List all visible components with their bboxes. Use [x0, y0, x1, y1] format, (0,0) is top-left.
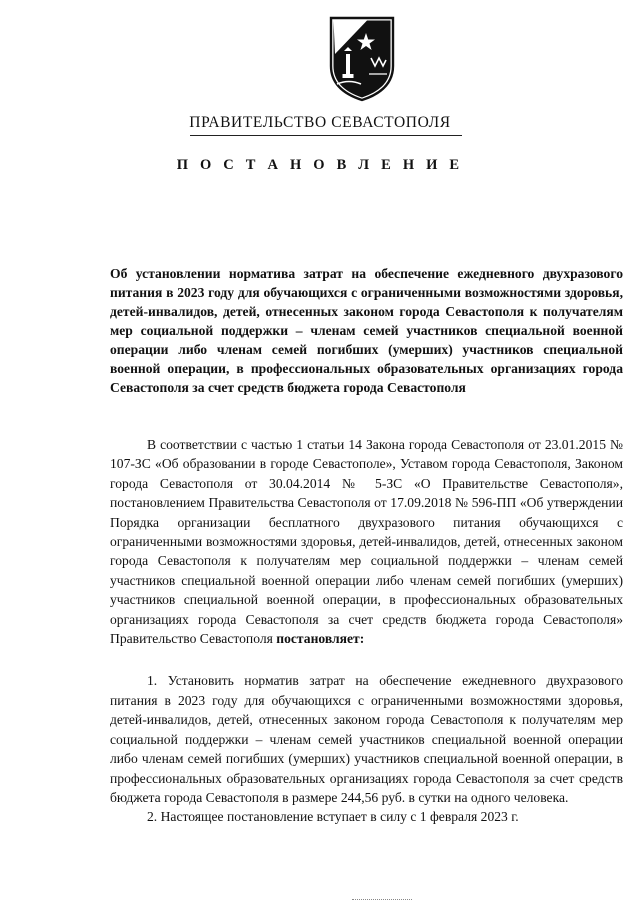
clause-1: 1. Установить норматив затрат на обеспечение ежедневного двухразового питания в 2023 году для обучающихся с ограниченными возможностями здоровья, детей-инвалидов, детей, отнесенных законом города Севастополя к получателям мер социальной поддержки – членам семей участников специальной военной операции либо членам семей погибших (умерших) участников специальной военной операции, в профессиональных образовательных организациях города Севастополя за счет средств бюджета города Севастополя в размере 244,56 руб. в сутки на одного человека.	[110, 673, 623, 805]
government-name: ПРАВИТЕЛЬСТВО СЕВАСТОПОЛЯ	[189, 114, 451, 131]
document-body	[110, 435, 623, 827]
preamble-text: В соответствии с частью 1 статьи 14 Закона города Севастополя от 23.01.2015 № 107-ЗС «Об образовании в городе Севастополе», Уставом города Севастополя, Законом города Севастополя от 30.04.2014 № 5-ЗС «О Правительстве Севастополя», постановлением Правительства Севастополя от 17.09.2018 № 596-ПП «Об утверждении Порядка организации бесплатного двухразового питания обучающихся с ограниченными возможностями здоровья, детей-инвалидов, детей, отнесенных законом города Севастополя к получателям мер социальной поддержки – членам семей участников специальной военной операции либо членам семей погибших (умерших) участников специальной военной операции, в профессиональных образовательных организациях города Севастополя за счет средств бюджета города Севастополя» Правительство Севастополя	[110, 437, 623, 647]
preamble-paragraph	[110, 435, 623, 648]
sevastopol-coat-of-arms-icon	[327, 14, 397, 102]
document-subject: Об установлении норматива затрат на обеспечение ежедневного двухразового питания в 2023 году для обучающихся с ограниченными возможностями здоровья, детей-инвалидов, детей, отнесенных законом города Севастополя к получателям мер социальной поддержки – членам семей участников специальной военной операции либо членам семей погибших (умерших) участников специальной военной операции, в профессиональных образовательных организациях города Севастополя за счет средств бюджета города Севастополя	[110, 266, 623, 395]
decree-word: постановляет:	[276, 631, 365, 647]
clause-2: 2. Настоящее постановление вступает в силу с 1 февраля 2023 г.	[147, 809, 519, 825]
document-type: П О С Т А Н О В Л Е Н И Е	[176, 157, 464, 173]
scan-artifact	[352, 899, 412, 903]
header-divider	[190, 135, 462, 136]
